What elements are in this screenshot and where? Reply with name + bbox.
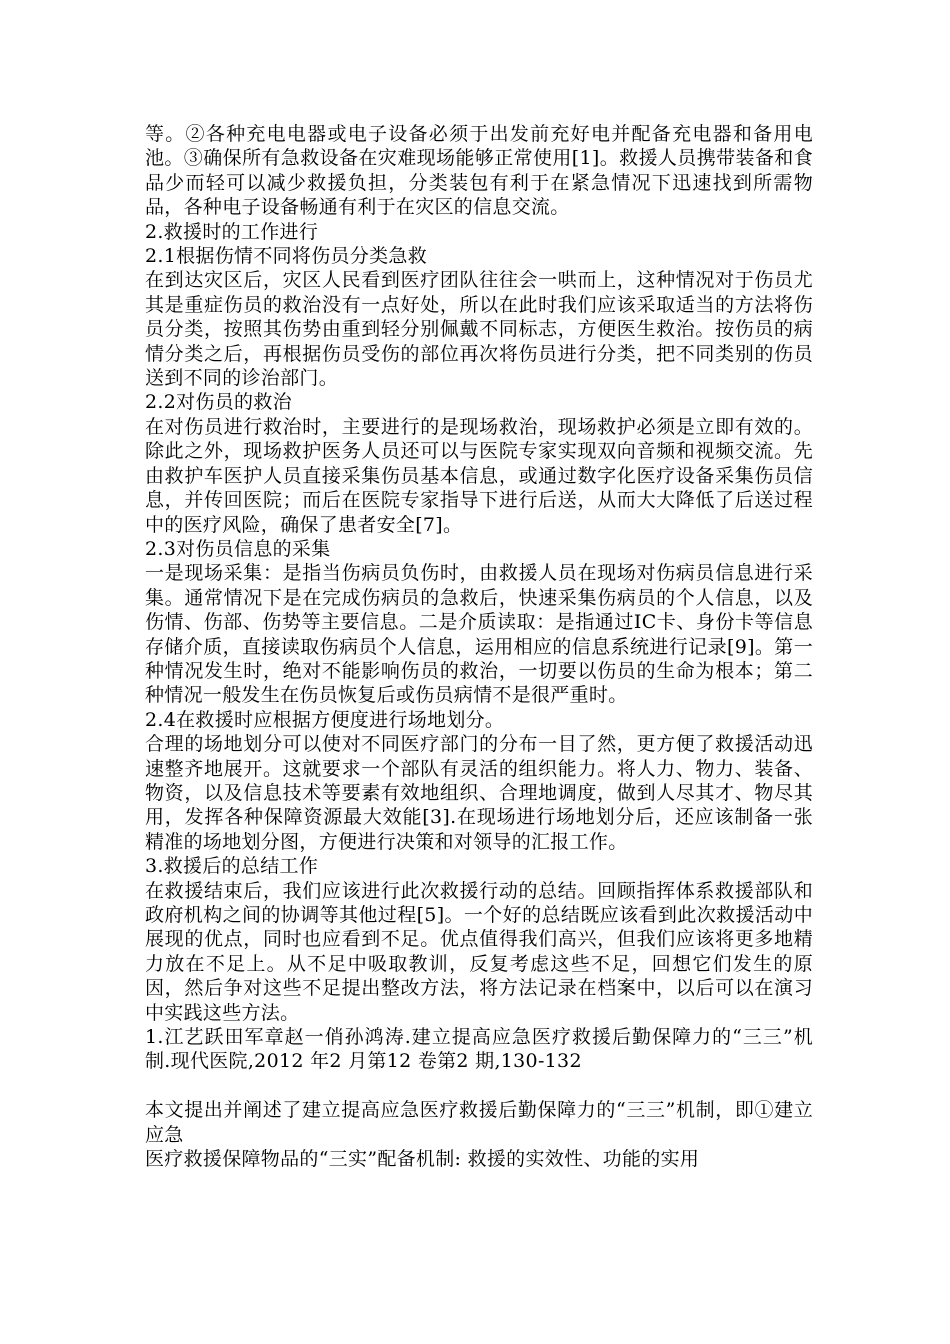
document-body xyxy=(145,122,813,1171)
section-3-paragraph: 在救援结束后，我们应该进行此次救援行动的总结。回顾指挥体系救援部队和政府机构之间的协调等其他过程[5]。一个好的总结既应该看到此次救援活动中展现的优点，同时也应看到不足。优点值得我们高兴，但我们应该将更多地精力放在不足上。从不足中吸取教训，反复考虑这些不足，回想它们发生的原因，然后争对这些不足提出整改方法，将方法记录在档案中，以后可以在演习中实践这些方法。 xyxy=(145,879,813,1024)
subsection-2-4-heading: 2.4在救援时应根据方便度进行场地划分。 xyxy=(145,708,505,731)
intro-paragraph: 等。②各种充电电器或电子设备必须于出发前充好电并配备充电器和备用电池。③确保所有急救设备在灾难现场能够正常使用[1]。救援人员携带装备和食品少而轻可以减少救援负担，分类装包有利于在紧急情况下迅速找到所需物品，各种电子设备畅通有利于在灾区的信息交流。 xyxy=(145,123,813,219)
subsection-2-1-heading: 2.1根据伤情不同将伤员分类急救 xyxy=(145,245,428,268)
subsection-2-3-paragraph: 一是现场采集：是指当伤病员负伤时，由救援人员在现场对伤病员信息进行采集。通常情况下是在完成伤病员的急救后，快速采集伤病员的个人信息，以及伤情、伤部、伤势等主要信息。二是介质读取：是指通过IC卡、身份卡等信息存储介质，直接读取伤病员个人信息，运用相应的信息系统进行记录[9]。第一种情况发生时，绝对不能影响伤员的救治，一切要以伤员的生命为根本；第二种情况一般发生在伤员恢复后或伤员病情不是很严重时。 xyxy=(145,562,813,707)
reference-entry: 1.江艺跃田军章赵一俏孙鸿涛.建立提高应急医疗救援后勤保障力的“三三”机制.现代医院,2012 年2 月第12 卷第2 期,130-132 xyxy=(145,1026,813,1073)
abstract-line-2: 医疗救援保障物品的“三实”配备机制: 救援的实效性、功能的实用 xyxy=(145,1148,700,1171)
subsection-2-1-paragraph: 在到达灾区后，灾区人民看到医疗团队往往会一哄而上，这种情况对于伤员尤其是重症伤员的救治没有一点好处，所以在此时我们应该采取适当的方法将伤员分类，按照其伤势由重到轻分别佩戴不同标志，方便医生救治。按伤员的病情分类之后，再根据伤员受伤的部位再次将伤员进行分类，把不同类别的伤员送到不同的诊治部门。 xyxy=(145,269,813,390)
abstract-line-1: 本文提出并阐述了建立提高应急医疗救援后勤保障力的“三三”机制，即①建立应急 xyxy=(145,1099,813,1146)
subsection-2-4-paragraph: 合理的场地划分可以使对不同医疗部门的分布一目了然，更方便了救援活动迅速整齐地展开。这就要求一个部队有灵活的组织能力。将人力、物力、装备、物资，以及信息技术等要素有效地组织、合理地调度，做到人尽其才、物尽其用，发挥各种保障资源最大效能[3].在现场进行场地划分后，还应该制备一张精准的场地划分图，方便进行决策和对领导的汇报工作。 xyxy=(145,733,813,853)
subsection-2-2-heading: 2.2对伤员的救治 xyxy=(145,391,292,414)
subsection-2-2-paragraph: 在对伤员进行救治时，主要进行的是现场救治，现场救护必须是立即有效的。除此之外，现场救护医务人员还可以与医院专家实现双向音频和视频交流。先由救护车医护人员直接采集伤员基本信息，或通过数字化医疗设备采集伤员信息，并传回医院；而后在医院专家指导下进行后送，从而大大降低了后送过程中的医疗风险，确保了患者安全[7]。 xyxy=(145,415,813,536)
section-3-heading: 3.救援后的总结工作 xyxy=(145,855,319,878)
section-2-heading: 2.救援时的工作进行 xyxy=(145,220,319,243)
subsection-2-3-heading: 2.3对伤员信息的采集 xyxy=(145,537,331,560)
blank-line xyxy=(145,1074,813,1098)
